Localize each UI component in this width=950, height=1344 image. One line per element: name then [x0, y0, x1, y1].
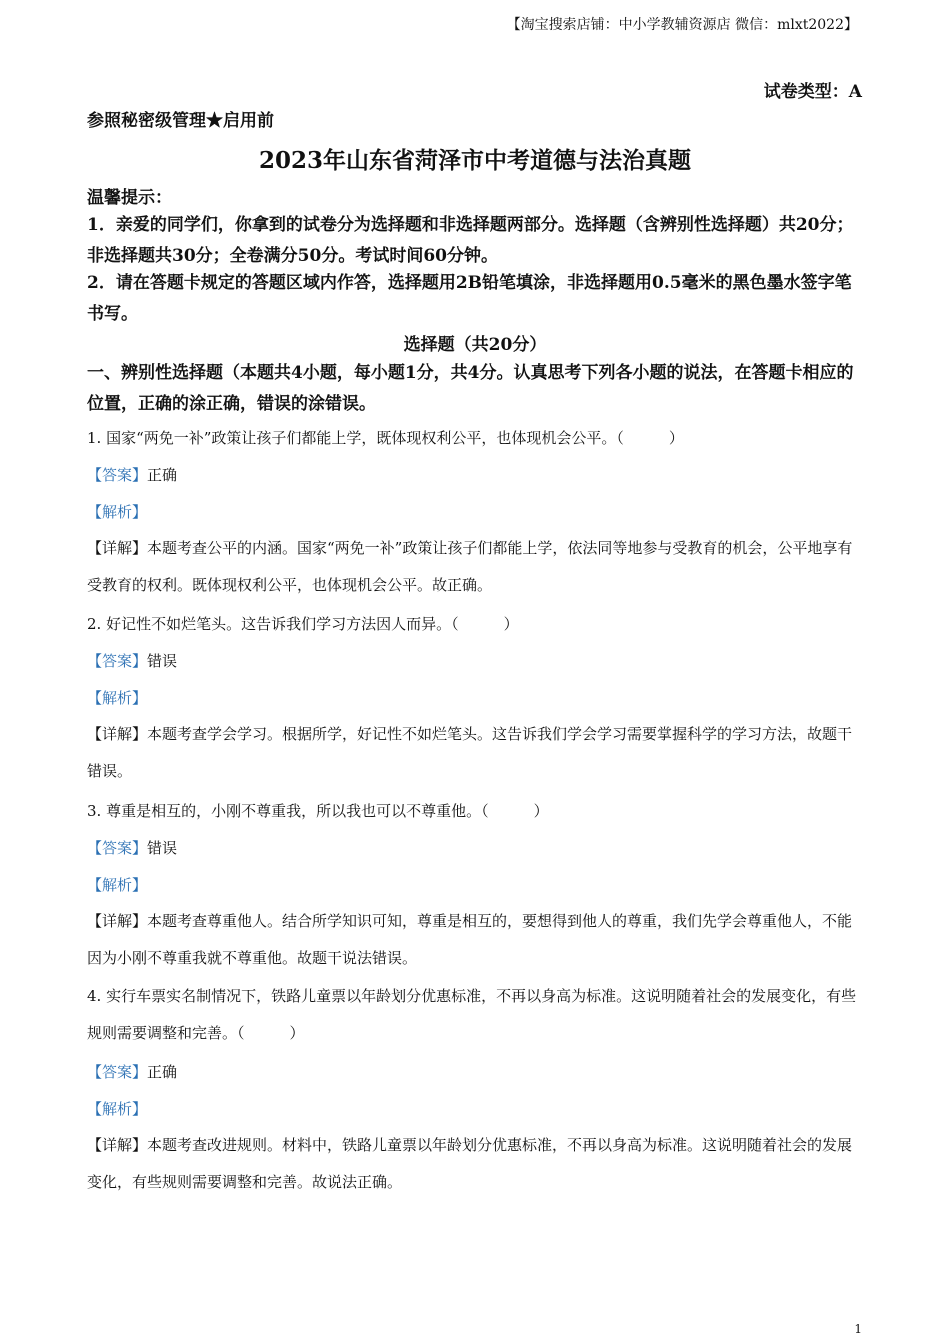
page-title: 2023年山东省菏泽市中考道德与法治真题: [258, 147, 691, 174]
detail-text: 本题考查尊重他人。结合所学知识可知，尊重是相互的，要想得到他人的尊重，我们先学会尊重他人，不能因为小刚不尊重我就不尊重他。故题干说法错误。: [87, 912, 853, 967]
answer-value: 正确: [147, 466, 178, 484]
question-4-stem: 4. 实行车票实名制情况下，铁路儿童票以年龄划分优惠标准，不再以身高为标准。这说明随着社会的发展变化，有些规则需要调整和完善。（ ）: [87, 987, 857, 1042]
answer-label: 【答案】: [87, 466, 148, 484]
question-4-analysis: [87, 1098, 147, 1119]
question-1-analysis: [87, 501, 147, 522]
answer-value: 错误: [147, 652, 178, 670]
detail-text: 本题考查公平的内涵。国家“两免一补”政策让孩子们都能上学，依法同等地参与受教育的机会，公平地享有受教育的权利。既体现权利公平，也体现机会公平。故正确。: [87, 539, 853, 594]
tips-heading: 温馨提示：: [87, 188, 172, 208]
question-3-answer: [87, 837, 177, 858]
answer-label: 【答案】: [87, 839, 148, 857]
page-number: 1: [854, 1322, 862, 1336]
paper-type: 试卷类型：A: [763, 82, 862, 102]
question-4-detail: [87, 1127, 863, 1201]
detail-label: 【详解】: [87, 725, 148, 743]
section-title: 选择题（共20分）: [403, 335, 547, 355]
question-3-stem: 3. 尊重是相互的，小刚不尊重我，所以我也可以不尊重他。（ ）: [87, 802, 549, 820]
answer-value: 错误: [147, 839, 178, 857]
tips-item-1: 1．亲爱的同学们，你拿到的试卷分为选择题和非选择题两部分。选择题（含辨别性选择题）共20分；非选择题共30分；全卷满分50分。考试时间60分钟。: [87, 215, 854, 266]
detail-label: 【详解】: [87, 1136, 148, 1154]
question-2-answer: [87, 650, 177, 671]
question-3-detail: [87, 903, 863, 977]
detail-label: 【详解】: [87, 912, 148, 930]
question-1-answer: [87, 464, 177, 485]
answer-label: 【答案】: [87, 652, 148, 670]
question-4-answer: [87, 1061, 177, 1082]
analysis-label: 【解析】: [87, 689, 148, 707]
header-shop-info: 【淘宝搜索店铺：中小学教辅资源店 微信：mlxt2022】: [506, 17, 858, 33]
question-3-analysis: [87, 874, 147, 895]
secret-level: 参照秘密级管理★启用前: [87, 111, 274, 131]
question-2-stem: 2. 好记性不如烂笔头。这告诉我们学习方法因人而异。（ ）: [87, 615, 519, 633]
answer-value: 正确: [147, 1063, 178, 1081]
tips-item-2: 2．请在答题卡规定的答题区域内作答，选择题用2B铅笔填涂，非选择题用0.5毫米的黑色墨水签字笔书写。: [87, 273, 852, 324]
analysis-label: 【解析】: [87, 1100, 148, 1118]
question-2-analysis: [87, 687, 147, 708]
part1-heading: 一、辨别性选择题（本题共4小题，每小题1分，共4分。认真思考下列各小题的说法，在答题卡相应的位置，正确的涂正确，错误的涂错误。: [87, 363, 854, 414]
question-2-detail: [87, 716, 863, 790]
answer-label: 【答案】: [87, 1063, 148, 1081]
analysis-label: 【解析】: [87, 503, 148, 521]
question-1-detail: [87, 530, 863, 604]
detail-label: 【详解】: [87, 539, 148, 557]
analysis-label: 【解析】: [87, 876, 148, 894]
detail-text: 本题考查改进规则。材料中，铁路儿童票以年龄划分优惠标准，不再以身高为标准。这说明随着社会的发展变化，有些规则需要调整和完善。故说法正确。: [87, 1136, 853, 1191]
detail-text: 本题考查学会学习。根据所学，好记性不如烂笔头。这告诉我们学会学习需要掌握科学的学习方法，故题干错误。: [87, 725, 853, 780]
question-1-stem: 1. 国家“两免一补”政策让孩子们都能上学，既体现权利公平，也体现机会公平。（ ）: [87, 429, 684, 447]
